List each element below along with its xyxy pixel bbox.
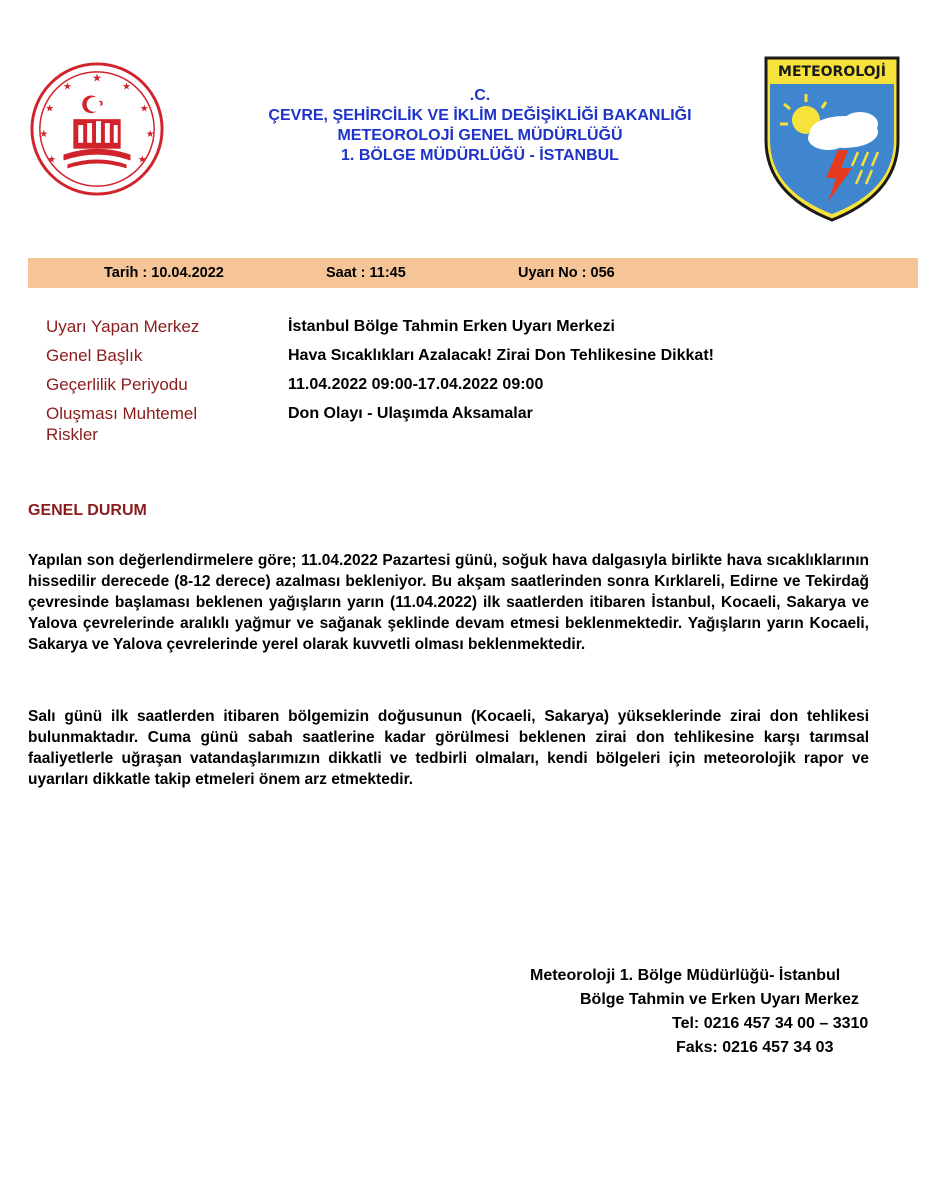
- general-paragraph-2: Salı günü ilk saatlerden itibaren bölgemizin doğusunun (Kocaeli, Sakarya) yükseklerinde zirai don tehlikesi bulunmaktadır. Cuma günü sabah saatlerine kadar görülmesi beklenen zirai don tehlikesine karşı tarımsal faaliyetlerle uğraşan vatandaşlarımızın dikkatli ve tedbirli olmaları, kendi bölgeleri için meteorolojik rapor ve uyarıları dikkatle takip etmeleri önem arz etmektedir.: [28, 708, 869, 788]
- details-row-title: [46, 345, 906, 374]
- ministry-name: ÇEVRE, ŞEHİRCİLİK VE İKLİM DEĞİŞİKLİĞİ BAKANLIĞI: [268, 107, 692, 124]
- svg-text:★: ★: [92, 71, 102, 85]
- validity-period-value: 11.04.2022 09:00-17.04.2022 09:00: [288, 376, 544, 393]
- svg-text:★: ★: [139, 103, 149, 115]
- ministry-seal-logo: [28, 60, 166, 198]
- warning-number: Uyarı No : 056: [518, 265, 615, 281]
- warning-details-table: [46, 316, 906, 451]
- directorate-name: METEOROLOJİ GENEL MÜDÜRLÜĞÜ: [337, 127, 623, 144]
- svg-text:★: ★: [47, 154, 57, 166]
- meteoroloji-shield-logo: [762, 54, 902, 224]
- general-title-label: Genel Başlık: [46, 346, 143, 365]
- risks-label-line-1: Oluşması Muhtemel: [46, 404, 198, 423]
- svg-text:★: ★: [63, 81, 72, 93]
- validity-period-label: Geçerlilik Periyodu: [46, 375, 188, 394]
- general-paragraph-1: Yapılan son değerlendirmelere göre; 11.04.2022 Pazartesi günü, soğuk hava dalgasıyla birlikte hava sıcaklıklarının hissedilir derecede (8-12 derece) azalması bekleniyor. Bu akşam saatlerinden sonra Kırklareli, Edirne ve Tekirdağ çevresinde başlaması beklenen yağışların yarın (11.04.2022) ilk saatlerden itibaren İstanbul, Kocaeli, Sakarya ve Yalova çevrelerinde aralıklı yağmur ve sağanak şeklinde devam etmesi beklenmektedir. Yağışların yarın Kocaeli, Sakarya ve Yalova çevrelerinde yerel olarak kuvvetli olması beklenmektedir.: [28, 552, 869, 653]
- footer-center: Bölge Tahmin ve Erken Uyarı Merkez: [580, 991, 859, 1008]
- warning-time: Saat : 11:45: [326, 265, 406, 281]
- svg-text:★: ★: [145, 128, 155, 140]
- warning-info-bar: [28, 258, 918, 288]
- general-situation-heading: GENEL DURUM: [28, 502, 147, 519]
- footer-phone: Tel: 0216 457 34 00 – 3310: [672, 1015, 869, 1032]
- center-label: Uyarı Yapan Merkez: [46, 317, 200, 336]
- details-row-center: [46, 316, 906, 345]
- header-line-1: .C.: [469, 87, 491, 104]
- svg-text:★: ★: [137, 154, 147, 166]
- svg-text:★: ★: [39, 128, 49, 140]
- risks-value: Don Olayı - Ulaşımda Aksamalar: [288, 405, 533, 422]
- general-title-value: Hava Sıcaklıkları Azalacak! Zirai Don Tehlikesine Dikkat!: [288, 347, 714, 364]
- footer-office: Meteoroloji 1. Bölge Müdürlüğü- İstanbul: [530, 967, 841, 984]
- header-titles: [180, 86, 780, 166]
- warning-date: Tarih : 10.04.2022: [104, 265, 224, 281]
- risks-label: [46, 403, 266, 445]
- details-row-period: [46, 374, 906, 403]
- logo-text: METEOROLOJİ: [778, 64, 886, 80]
- footer-fax: Faks: 0216 457 34 03: [676, 1039, 834, 1056]
- svg-text:★: ★: [45, 103, 55, 115]
- details-row-risks: [46, 403, 906, 451]
- contact-footer: [520, 964, 930, 1060]
- svg-text:★: ★: [122, 81, 131, 93]
- risks-label-line-2: Riskler: [46, 425, 98, 444]
- center-value: İstanbul Bölge Tahmin Erken Uyarı Merkezi: [288, 318, 615, 335]
- regional-office-name: 1. BÖLGE MÜDÜRLÜĞÜ - İSTANBUL: [341, 147, 619, 164]
